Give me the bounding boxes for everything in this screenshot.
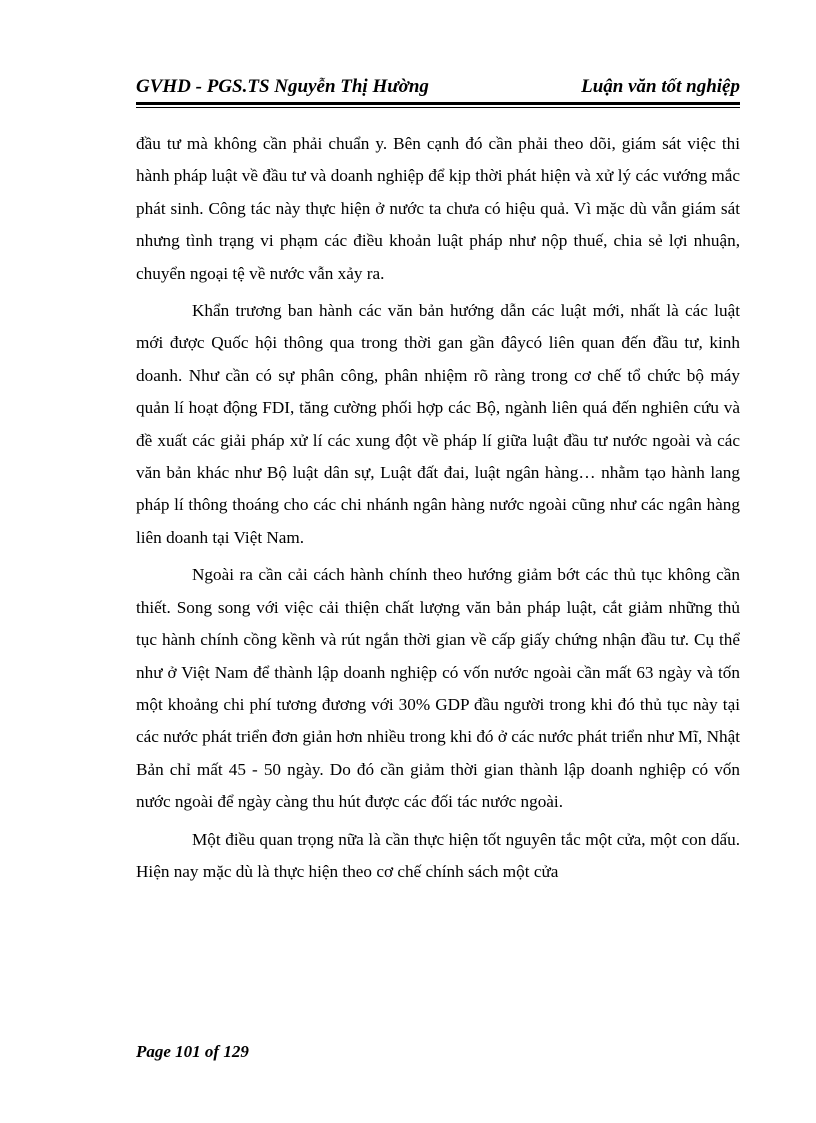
page-number: Page 101 of 129	[136, 1042, 249, 1061]
paragraph: đầu tư mà không cần phải chuẩn y. Bên cạnh đó cần phải theo dõi, giám sát việc thi hành pháp luật về đầu tư và doanh nghiệp để kịp thời phát hiện và xử lý các vướng mắc phát sinh. Công tác này thực hiện ở nước ta chưa có hiệu quả. Vì mặc dù vẫn giám sát nhưng tình trạng vi phạm các điều khoản luật pháp như nộp thuế, chia sẻ lợi nhuận, chuyển ngoại tệ về nước vẫn xảy ra.	[136, 134, 740, 283]
paragraph: Ngoài ra cần cải cách hành chính theo hướng giảm bớt các thủ tục không cần thiết. Song song với việc cải thiện chất lượng văn bản pháp luật, cắt giảm những thủ tục hành chính cồng kềnh và rút ngắn thời gian về cấp giấy chứng nhận đầu tư. Cụ thể như ở Việt Nam để thành lập doanh nghiệp có vốn nước ngoài cần mất 63 ngày và tốn một khoảng chi phí tương đương với 30% GDP đầu người trong khi đó thủ tục này tại các nước phát triển đơn giản hơn nhiều trong khi đó ở các nước phát triển như Mĩ, Nhật Bản chỉ mất 45 - 50 ngày. Do đó cần giảm thời gian thành lập doanh nghiệp có vốn nước ngoài để ngày càng thu hút được các đối tác nước ngoài.	[136, 565, 740, 812]
header-advisor: GVHD - PGS.TS Nguyễn Thị Hường	[136, 76, 429, 97]
header-divider-thin	[136, 107, 740, 108]
header-divider-thick	[136, 102, 740, 105]
page-header	[136, 76, 740, 102]
body-text	[136, 128, 740, 893]
header-document-type: Luận văn tốt nghiệp	[581, 76, 740, 97]
paragraph: Khẩn trương ban hành các văn bản hướng dẫn các luật mới, nhất là các luật mới được Quốc hội thông qua trong thời gan gần đâycó liên quan đến đầu tư, kinh doanh. Như cần có sự phân công, phân nhiệm rõ ràng trong cơ chế tổ chức bộ máy quản lí hoạt động FDI, tăng cường phối hợp các Bộ, ngành liên quá đến nghiên cứu và đề xuất các giải pháp xử lí các xung đột về pháp lí giữa luật đầu tư nước ngoài và các văn bản khác như Bộ luật dân sự, Luật đất đai, luật ngân hàng… nhằm tạo hành lang pháp lí thông thoáng cho các chi nhánh ngân hàng nước ngoài cũng như các ngân hàng liên doanh tại Việt Nam.	[136, 301, 740, 547]
paragraph: Một điều quan trọng nữa là cần thực hiện tốt nguyên tắc một cửa, một con dấu. Hiện nay mặc dù là thực hiện theo cơ chế chính sách một cửa	[136, 829, 740, 881]
